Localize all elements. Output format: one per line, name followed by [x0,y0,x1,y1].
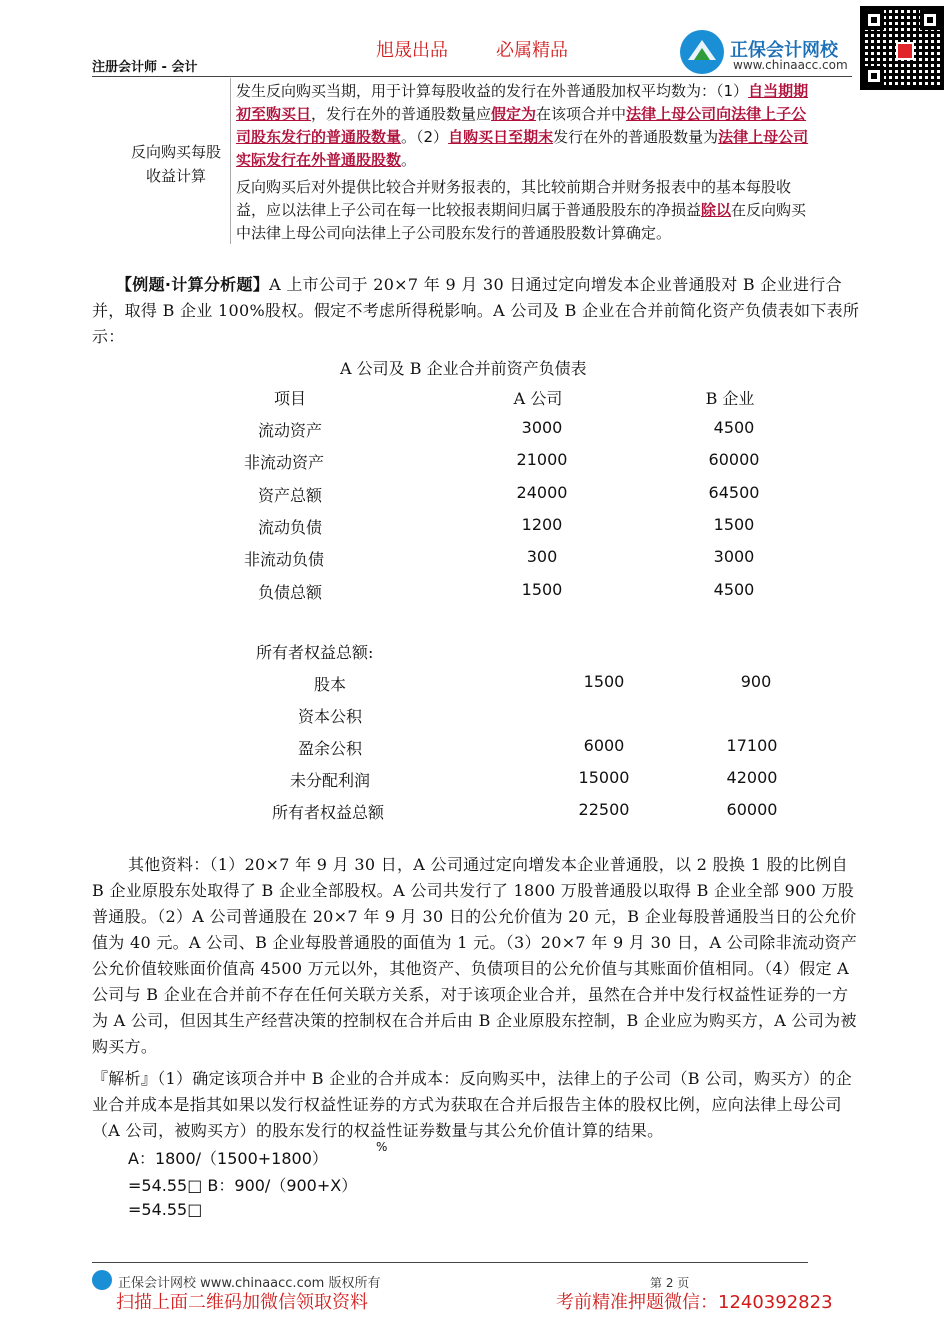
qr-code-icon[interactable] [860,6,944,90]
table-row-label: 盈余公积 [297,739,362,758]
table-row-value-b: 42000 [726,768,778,787]
p1-highlight-actual: 法律上母公司实际发行在外普通股股数 [236,128,809,169]
header-promo-right: 必属精品 [496,40,568,61]
table-row-value-b: 900 [740,672,772,691]
table-row-label: 非流动资产 [243,453,324,472]
example-intro [92,272,862,350]
balance-table-title: A 公司及 B 企业合并前资产负债表 [340,359,587,378]
table-row-label: 所有者权益总额 [271,803,384,822]
table-row-label: 股本 [313,675,346,694]
p2-text-a: 反向购买后对外提供比较合并财务报表的，其比较前期合并财务报表中的基本每股收益，应以法律上子公司在每一比较报表期间归属于普通股股东的净损益 [236,178,792,219]
brand-url: www.chinaacc.com [733,58,848,72]
header-promo-left: 旭晟出品 [376,40,448,61]
p1-text-c: ，发行在外的普通股数量应 [311,105,492,123]
brand-logo-icon [680,30,724,74]
table-row-value-b: 60000 [726,800,778,819]
footer-promo-left[interactable]: 扫描上面二维码加微信领取资料 [116,1292,368,1313]
col-header-b: B 企业 [705,389,755,408]
table-row-label: 资本公积 [297,707,362,726]
p1-text-g: 。（2） [401,128,449,146]
p1-highlight-assume: 假定为 [491,105,537,123]
table-row-value-b: 3000 [713,547,755,566]
table-paragraph-2 [236,176,816,245]
table-row-value-b: 64500 [708,483,760,502]
table-row-label: 流动负债 [257,518,322,537]
footer-logo-icon [92,1270,112,1290]
p1-highlight-after: 自购买日至期末 [448,128,554,146]
table-row-label: 未分配利润 [289,771,370,790]
p1-text-e: 在该项合并中 [536,105,627,123]
table-row-label: 资产总额 [257,486,322,505]
table-row-value-b: 4500 [713,418,755,437]
table-row-value-a: 1500 [521,580,563,599]
calc-line-1: A：1800/（1500+1800） [128,1149,328,1168]
brand-name: 正保会计网校 [730,40,838,61]
table-row-value-b: 1500 [713,515,755,534]
col-header-a: A 公司 [513,389,563,408]
p1-text-a: 发生反向购买当期，用于计算每股收益的发行在外普通股加权平均数为：（1） [236,82,749,100]
table-vertical-divider [230,78,231,244]
table-row-value-a: 15000 [578,768,630,787]
table-row-value-a: 21000 [516,450,568,469]
footer-rule [92,1262,808,1263]
table-row-value-a: 24000 [516,483,568,502]
table-paragraph-1 [236,80,816,172]
analysis: 『解析』（1）确定该项合并中 B 企业的合并成本：反向购买中，法律上的子公司（B 公司，购买方）的企业合并成本是指其如果以发行权益性证券的方式为获取在合并后报告主体的股权比例，应向法律上母公司（A 公司，被购买方）的股东发行的权益性证券数量与其公允价值计算的结果。 [92,1069,852,1140]
equity-title: 所有者权益总额: [256,643,374,662]
table-row-value-a: 300 [526,547,558,566]
header-rule [92,76,852,77]
other-info: 其他资料：（1）20×7 年 9 月 30 日，A 公司通过定向增发本企业普通股，以 2 股换 1 股的比例自 B 企业原股东处取得了 B 企业全部股权。A 公司共发行了 1800 万股普通股以取得 B 企业全部 900 万股普通股。（2）A 公司普通股在 20×7 年 9 月 30 日的公允价值为 20 元，B 企业每股普通股当日的公允价值为 40 元。A 公司、B 企业每股普通股的面值为 1 元。（3）20×7 年 9 月 30 日，A 公司除非流动资产公允价值较账面价值高 4500 万元以外，其他资产、负债项目的公允价值与其账面价值相同。（4）假定 A 公司与 B 企业在合并前不存在任何关联方关系，对于该项企业合并，虽然在合并中发行权益性证券的一方为 A 公司，但因其生产经营决策的控制权在合并后由 B 企业原股东控制，B 企业应为购买方，A 公司为被购买方。 [92,855,858,1056]
table-row-label: 反向购买每股收益计算 [130,143,221,185]
footer-promo-right[interactable]: 考前精准押题微信：1240392823 [556,1292,833,1313]
table-row-value-b: 4500 [713,580,755,599]
table-row-label: 负债总额 [257,583,322,602]
footer-page-number: 第 2 页 [650,1276,690,1290]
footer-copyright: 正保会计网校 www.chinaacc.com 版权所有 [118,1276,381,1291]
p2-highlight-divide: 除以 [701,201,732,219]
example-heading: 【例题·计算分析题】 [116,275,270,294]
table-row-value-a: 1500 [583,672,625,691]
table-row-value-a: 22500 [578,800,630,819]
table-row-value-b: 17100 [726,736,778,755]
p1-text-i: 发行在外的普通股数量为 [553,128,719,146]
col-header-item: 项目 [273,389,306,408]
calc-line-2: =54.55□ B：900/（900+X） [128,1176,358,1195]
p1-text-k: 。 [401,151,417,169]
p1-highlight-period: 自当期期初至购买日 [236,82,809,123]
calc-percent-sign: % [376,1140,388,1154]
table-row-label: 流动资产 [257,421,322,440]
example-intro-text: A 上市公司于 20×7 年 9 月 30 日通过定向增发本企业普通股对 B 企业进行合并，取得 B 企业 100%股权。假定不考虑所得税影响。A 公司及 B 企业在合并前简化资产负债表如下表所示： [92,275,860,346]
header-subject: 注册会计师 - 会计 [92,60,198,75]
table-row-label: 非流动负债 [243,550,324,569]
p2-text-c: 在反向购买中法律上母公司向法律上子公司股东发行的普通股股数计算确定。 [236,201,807,242]
table-row-value-a: 6000 [583,736,625,755]
table-row-value-b: 60000 [708,450,760,469]
calc-line-3: =54.55□ [128,1200,203,1219]
table-row-value-a: 3000 [521,418,563,437]
p1-highlight-issued: 法律上母公司向法律上子公司股东发行的普通股数量 [236,105,807,146]
table-row-value-a: 1200 [521,515,563,534]
